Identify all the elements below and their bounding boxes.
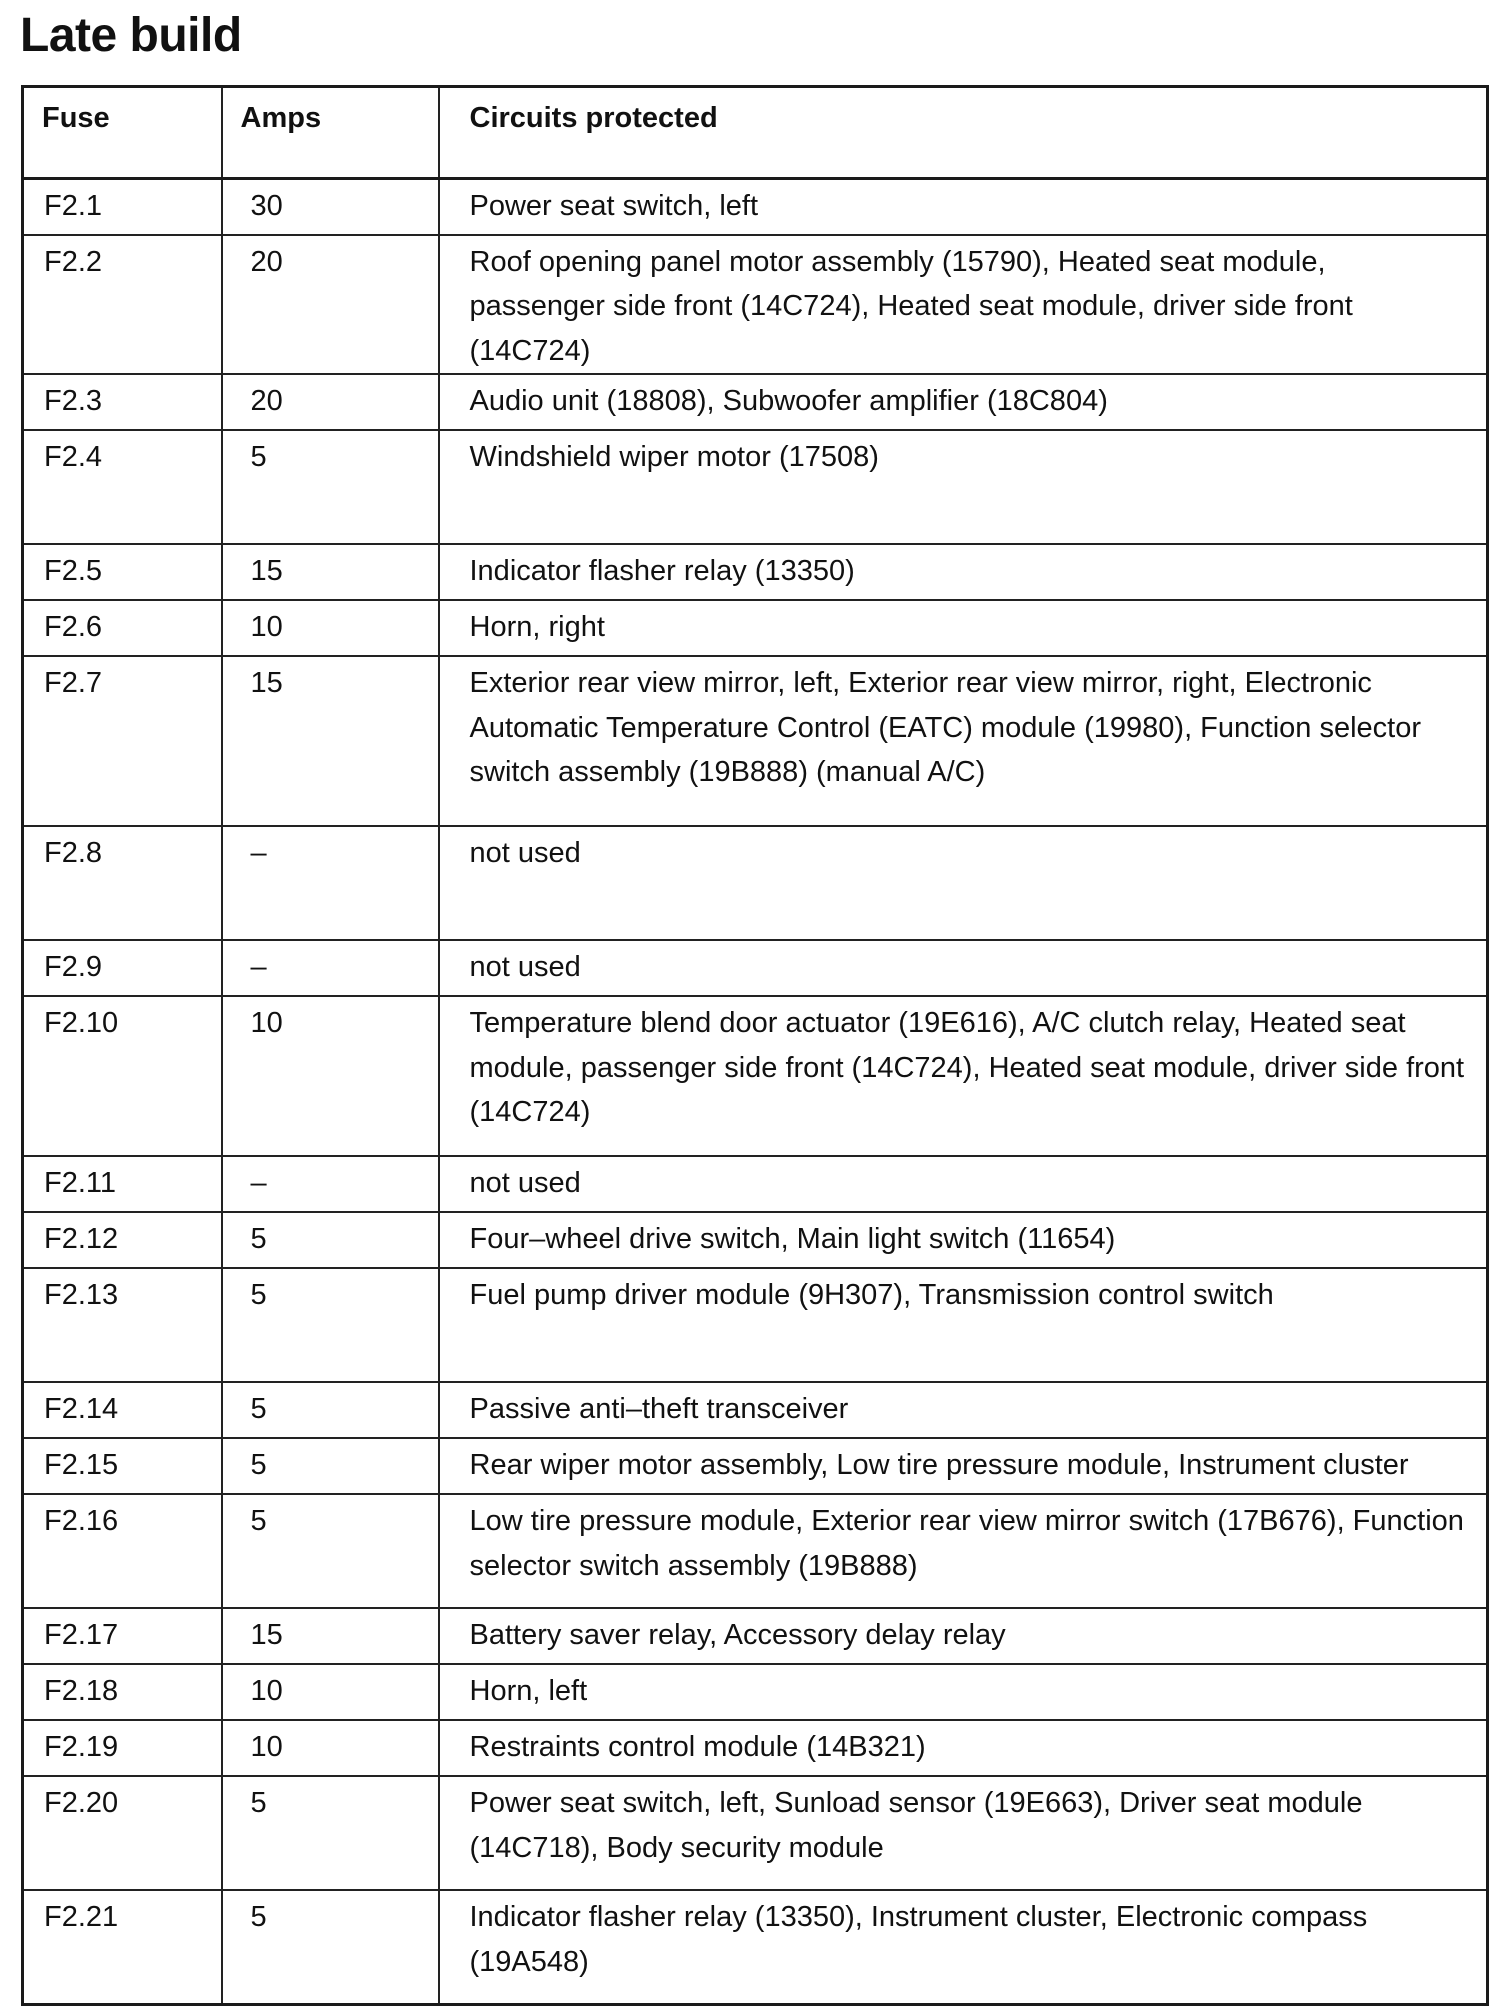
table-row [23, 1776, 1488, 1890]
circuits-cell: Rear wiper motor assembly, Low tire pressure module, Instrument cluster [439, 1438, 1488, 1494]
amps-cell: 30 [222, 179, 439, 235]
fuse-id-cell: F2.13 [23, 1268, 222, 1382]
circuits-cell: Indicator flasher relay (13350) [439, 544, 1488, 600]
fuse-id-cell: F2.5 [23, 544, 222, 600]
table-body [23, 179, 1488, 2005]
table-row [23, 430, 1488, 544]
circuits-cell: Power seat switch, left [439, 179, 1488, 235]
table-row [23, 1720, 1488, 1776]
table-row [23, 1494, 1488, 1608]
circuits-cell: Power seat switch, left, Sunload sensor (19E663), Driver seat module (14C718), Body security module [439, 1776, 1488, 1890]
amps-cell: – [222, 940, 439, 996]
table-row [23, 1156, 1488, 1212]
circuits-cell: Windshield wiper motor (17508) [439, 430, 1488, 544]
fuse-id-cell: F2.17 [23, 1608, 222, 1664]
amps-cell: 5 [222, 1382, 439, 1438]
amps-cell: 10 [222, 1664, 439, 1720]
table-row [23, 1212, 1488, 1268]
table-row [23, 1608, 1488, 1664]
fuse-id-cell: F2.7 [23, 656, 222, 826]
amps-cell: 20 [222, 235, 439, 375]
fuse-id-cell: F2.19 [23, 1720, 222, 1776]
fuse-id-cell: F2.4 [23, 430, 222, 544]
fuse-id-cell: F2.11 [23, 1156, 222, 1212]
table-row [23, 656, 1488, 826]
fuse-table [21, 85, 1489, 2006]
amps-cell: 5 [222, 1890, 439, 2004]
fuse-id-cell: F2.12 [23, 1212, 222, 1268]
fuse-id-cell: F2.9 [23, 940, 222, 996]
fuse-id-cell: F2.21 [23, 1890, 222, 2004]
circuits-cell: Horn, right [439, 600, 1488, 656]
circuits-cell: Indicator flasher relay (13350), Instrument cluster, Electronic compass (19A548) [439, 1890, 1488, 2004]
fuse-id-cell: F2.16 [23, 1494, 222, 1608]
table-header [23, 87, 1488, 179]
amps-cell: 15 [222, 656, 439, 826]
table-row [23, 374, 1488, 430]
table-row [23, 544, 1488, 600]
table-row [23, 1382, 1488, 1438]
circuits-cell: Passive anti–theft transceiver [439, 1382, 1488, 1438]
header-circuits: Circuits protected [439, 87, 1488, 179]
amps-cell: 15 [222, 544, 439, 600]
amps-cell: 5 [222, 430, 439, 544]
amps-cell: 10 [222, 996, 439, 1156]
table-row [23, 179, 1488, 235]
table-row [23, 940, 1488, 996]
circuits-cell: Four–wheel drive switch, Main light switch (11654) [439, 1212, 1488, 1268]
circuits-cell: Fuel pump driver module (9H307), Transmission control switch [439, 1268, 1488, 1382]
page-title: Late build [20, 9, 242, 62]
header-amps: Amps [222, 87, 439, 179]
amps-cell: 5 [222, 1438, 439, 1494]
amps-cell: 5 [222, 1776, 439, 1890]
circuits-cell: Low tire pressure module, Exterior rear view mirror switch (17B676), Function selector switch assembly (19B888) [439, 1494, 1488, 1608]
table-row [23, 1438, 1488, 1494]
fuse-id-cell: F2.20 [23, 1776, 222, 1890]
fuse-id-cell: F2.18 [23, 1664, 222, 1720]
fuse-id-cell: F2.6 [23, 600, 222, 656]
table-row [23, 235, 1488, 375]
amps-cell: 5 [222, 1494, 439, 1608]
table-row [23, 600, 1488, 656]
table-row [23, 826, 1488, 940]
amps-cell: – [222, 1156, 439, 1212]
fuse-id-cell: F2.10 [23, 996, 222, 1156]
header-row [23, 87, 1488, 179]
circuits-cell: Battery saver relay, Accessory delay relay [439, 1608, 1488, 1664]
amps-cell: 20 [222, 374, 439, 430]
amps-cell: – [222, 826, 439, 940]
circuits-cell: not used [439, 1156, 1488, 1212]
header-fuse: Fuse [23, 87, 222, 179]
amps-cell: 10 [222, 600, 439, 656]
circuits-cell: Audio unit (18808), Subwoofer amplifier (18C804) [439, 374, 1488, 430]
fuse-id-cell: F2.1 [23, 179, 222, 235]
circuits-cell: Restraints control module (14B321) [439, 1720, 1488, 1776]
fuse-id-cell: F2.3 [23, 374, 222, 430]
table-row [23, 1268, 1488, 1382]
amps-cell: 5 [222, 1212, 439, 1268]
circuits-cell: Temperature blend door actuator (19E616), A/C clutch relay, Heated seat module, passenger side front (14C724), Heated seat module, driver side front (14C724) [439, 996, 1488, 1156]
fuse-id-cell: F2.15 [23, 1438, 222, 1494]
fuse-id-cell: F2.14 [23, 1382, 222, 1438]
circuits-cell: Horn, left [439, 1664, 1488, 1720]
amps-cell: 10 [222, 1720, 439, 1776]
table-row [23, 1890, 1488, 2004]
amps-cell: 5 [222, 1268, 439, 1382]
circuits-cell: not used [439, 826, 1488, 940]
table-row [23, 1664, 1488, 1720]
circuits-cell: Exterior rear view mirror, left, Exterior rear view mirror, right, Electronic Automatic Temperature Control (EATC) module (19980), Function selector switch assembly (19B888) (manual A/C) [439, 656, 1488, 826]
table-row [23, 996, 1488, 1156]
fuse-id-cell: F2.2 [23, 235, 222, 375]
circuits-cell: not used [439, 940, 1488, 996]
amps-cell: 15 [222, 1608, 439, 1664]
circuits-cell: Roof opening panel motor assembly (15790), Heated seat module, passenger side front (14C724), Heated seat module, driver side front (14C724) [439, 235, 1488, 375]
fuse-id-cell: F2.8 [23, 826, 222, 940]
